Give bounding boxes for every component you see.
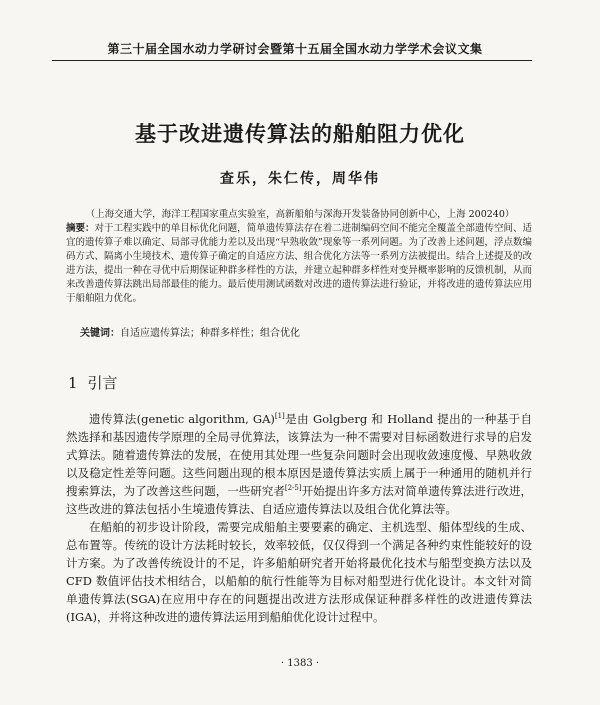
keywords-label: 关键词： <box>80 328 120 339</box>
keywords-text: 自适应遗传算法；种群多样性；组合优化 <box>120 328 300 339</box>
section-heading <box>68 372 118 393</box>
citation: [2-5] <box>284 484 302 493</box>
keywords <box>80 324 532 339</box>
header-rule <box>52 60 532 61</box>
paragraph-text: 开始提出许多方法对简单遗传算法进行改进，这些改进的算法包括小生境遗传算法、自适应遗传算法以及组合优化算法等。 <box>66 484 532 516</box>
section-title: 引言 <box>87 374 118 392</box>
page-number: · 1383 · <box>280 658 320 669</box>
abstract <box>66 222 532 306</box>
paper-title: 基于改进遗传算法的船舶阻力优化 <box>135 122 465 146</box>
section-number: 1 <box>68 374 78 392</box>
affiliation: （上海交通大学，海洋工程国家重点实验室，高新船舶与深海开发装备协同创新中心，上海 200240） <box>85 209 515 220</box>
abstract-label: 摘要： <box>66 223 95 234</box>
paragraph: 在船舶的初步设计阶段，需要完成船舶主要要素的确定、主机选型、船体型线的生成、总布置等。传统的设计方法耗时较长，效率较低，仅仅得到一个满足各种约束性能较好的设计方案。为了改善传统设计的不足，许多船舶研究者开始将最优化技术与船型变换方法以及 CFD 数值评估技术相结合，以船舶的航行性能等为目标对船型进行优化设计。本文针对简单遗传算法(SGA)在应用中存在的问题提出改进方法形成保证种群多样性的改进遗传算法(IGA)，并将这种改进的遗传算法运用到船舶优化设计过程中。 <box>66 520 532 624</box>
body-text <box>66 410 532 626</box>
running-header: 第三十届全国水动力学研讨会暨第十五届全国水动力学学术会议文集 <box>107 42 483 56</box>
paragraph <box>66 410 532 518</box>
authors: 查乐，朱仁传，周华伟 <box>220 171 380 187</box>
paragraph-text: 遗传算法(genetic algorithm, GA) <box>89 412 275 426</box>
paragraph-text: 是由 Golgberg 和 Holland 提出的一种基于自然选择和基因遗传学原理的全局寻优算法，该算法为一种不需要对目标函数进行求导的启发式算法。随着遗传算法的发展，在使用其处理一些复杂问题时会出现收敛速度慢、早熟收敛以及稳定性差等问题。这些问题出现的根本原因是遗传算法实质上属于一种通用的随机并行搜索算法，为了改善这些问题，一些研究者 <box>66 412 532 498</box>
abstract-text: 对于工程实践中的单目标优化问题，简单遗传算法存在着二进制编码空间不能完全覆盖全部遗传空间、适宜的遗传算子难以确定、局部寻优能力差以及出现“早熟收敛”现象等一系列问题。为了改善上述问题，浮点数编码方式、隔离小生境技术、遗传算子确定的自适应方法、组合优化方法等一系列方法被提出。结合上述提及的改进方法，提出一种在寻优中后期保证种群多样性的方法，并建立起种群多样性对变异概率影响的反馈机制，从而来改善遗传算法跳出局部最佳的能力。最后使用测试函数对改进的遗传算法进行验证，并将改进的遗传算法应用于船舶阻力优化。 <box>66 223 532 304</box>
citation: [1] <box>274 412 285 421</box>
